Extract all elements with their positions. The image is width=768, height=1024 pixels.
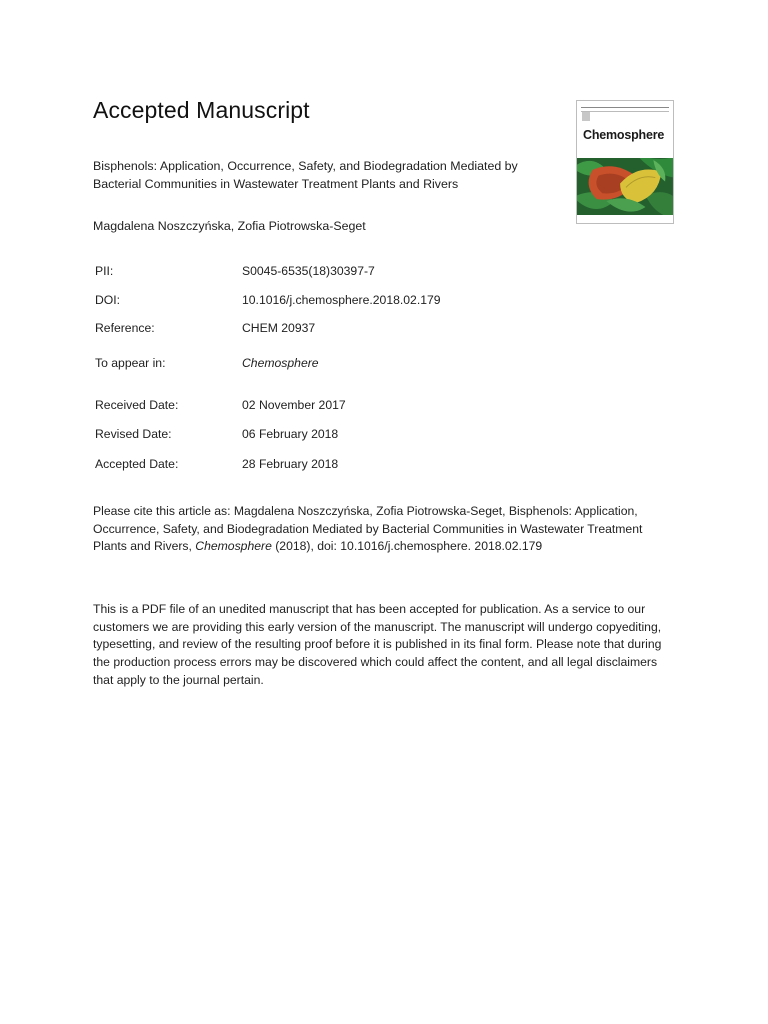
meta-value-doi: 10.1016/j.chemosphere.2018.02.179 (242, 293, 441, 307)
cover-journal-name: Chemosphere (583, 128, 665, 142)
meta-value-reference: CHEM 20937 (242, 321, 316, 335)
meta-label-doi: DOI: (95, 293, 121, 307)
journal-cover-thumbnail (576, 100, 674, 224)
manuscript-notice: This is a PDF file of an unedited manuscript that has been accepted for publication. As a service to our customers we are providing this early version of the manuscript. The manuscript will undergo copyediting, typesetting, and review of the resulting proof before it is published in its final form. Please note that during the production process errors may be discovered which could affect the content, and all legal disclaimers that apply to the journal pertain. (93, 602, 662, 687)
citation-journal: Chemosphere (195, 539, 272, 554)
meta-label-revised: Revised Date: (95, 427, 172, 441)
meta-label-accepted: Accepted Date: (95, 457, 179, 471)
meta-value-accepted: 28 February 2018 (242, 457, 339, 471)
cover-footer (577, 215, 673, 223)
citation-suffix: (2018), doi: 10.1016/j.chemosphere. 2018.02.179 (271, 539, 543, 554)
cover-header-rule (581, 107, 669, 112)
meta-label-reference: Reference: (95, 321, 155, 335)
cover-leaves-artwork (577, 158, 673, 216)
meta-value-received: 02 November 2017 (242, 398, 346, 412)
citation-paragraph (93, 503, 668, 556)
meta-value-pii: S0045-6535(18)30397-7 (242, 264, 375, 278)
citation-prefix: Please cite this article as: Magdalena Noszczyńska, Zofia Piotrowska-Seget, Bisphenols: Application, Occurrence, Safety, and Biodegradation Mediated by Bacterial Communities in Wastewater Treatment Plants and Rivers, (93, 504, 643, 554)
publisher-logo-icon (582, 112, 590, 121)
page-heading: Accepted Manuscript (93, 97, 310, 123)
article-title: Bisphenols: Application, Occurrence, Safety, and Biodegradation Mediated by Bacterial Communities in Wastewater Treatment Plants and Rivers (93, 159, 518, 191)
meta-label-pii: PII: (95, 264, 114, 278)
meta-label-received: Received Date: (95, 398, 179, 412)
meta-value-appear-in: Chemosphere (242, 356, 319, 370)
article-authors: Magdalena Noszczyńska, Zofia Piotrowska-Seget (93, 219, 366, 233)
meta-label-appear-in: To appear in: (95, 356, 166, 370)
meta-value-revised: 06 February 2018 (242, 427, 339, 441)
